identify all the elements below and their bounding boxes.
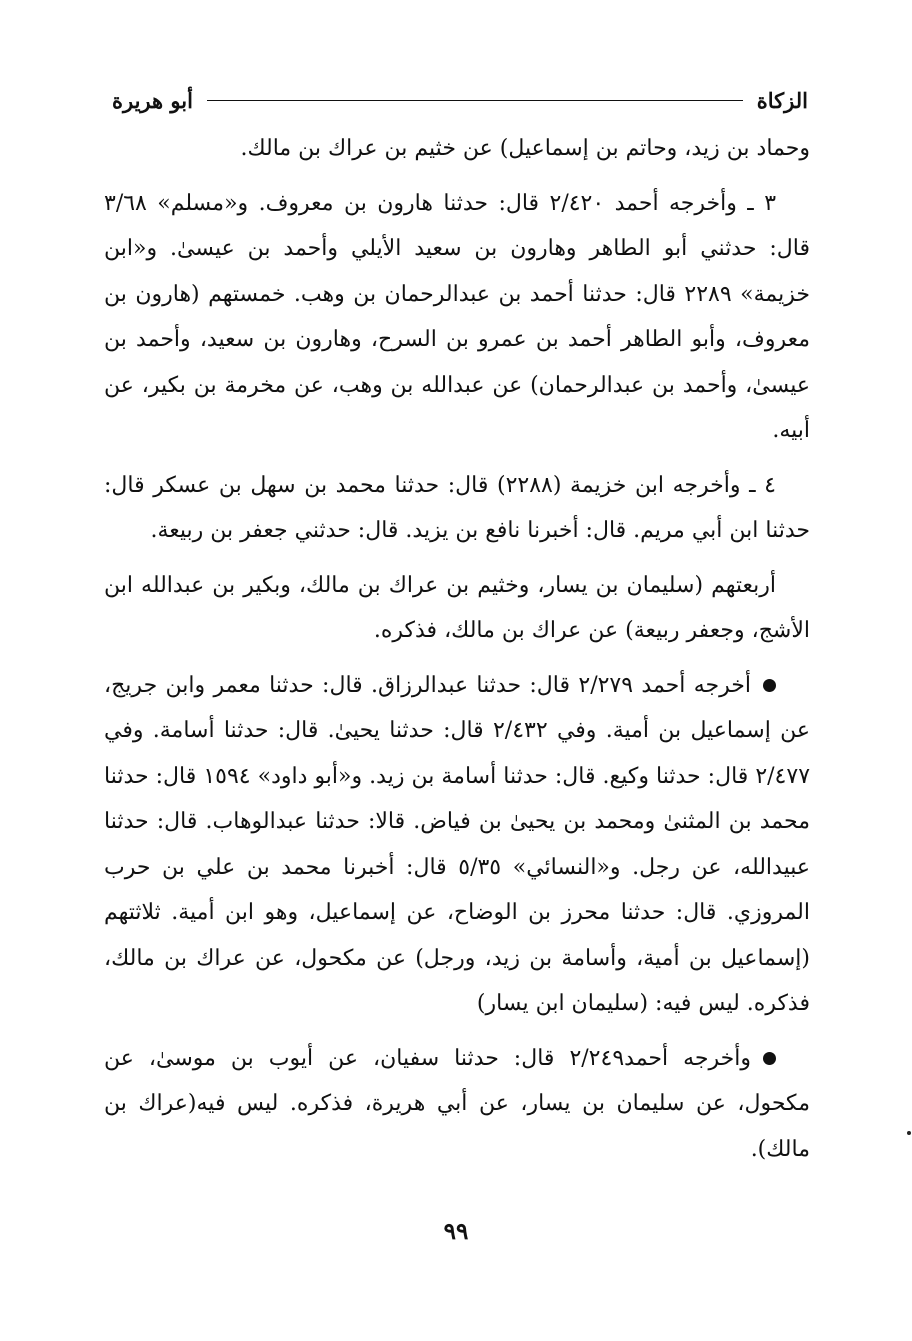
paragraph-bullet-2 [104,1036,810,1173]
chapter-title: الزكاة [756,87,808,113]
paragraph-bullet-1-text: أخرجه أحمد ٢/٢٧٩ قال: حدثنا عبدالرزاق. قال: حدثنا معمر وابن جريج، عن إسماعيل بن أمية. وفي ٢/٤٣٢ قال: حدثنا يحيىٰ. قال: حدثنا أسامة. وفي ٢/٤٧٧ قال: حدثنا وكيع. قال: حدثنا أسامة بن زيد. و«أبو داود» ١٥٩٤ قال: حدثنا محمد بن المثنىٰ ومحمد بن يحيىٰ بن فياض. قالا: حدثنا عبدالوهاب. قال: حدثنا عبيدالله، عن رجل. و«النسائي» ٥/٣٥ قال: أخبرنا محمد بن علي بن حرب المروزي. قال: حدثنا محرز بن الوضاح، عن إسماعيل، وهو ابن أمية. ثلاثتهم (إسماعيل بن أمية، وأسامة بن زيد، ورجل) عن مكحول، عن عراك بن مالك، فذكره. ليس فيه: (سليمان ابن يسار) [104,672,811,1016]
paragraph-bullet-1 [104,663,810,1027]
page-number: ٩٩ [443,1218,469,1245]
paragraph-continuation: وحماد بن زيد، وحاتم بن إسماعيل) عن خثيم بن عراك بن مالك. [240,136,810,161]
paragraph-item-3: ٣ ـ وأخرجه أحمد ٢/٤٢٠ قال: حدثنا هارون بن معروف. و«مسلم» ٣/٦٨ قال: حدثني أبو الطاهر وهارون بن سعيد الأيلي وأحمد بن عيسىٰ. و«ابن خزيمة» ٢٢٨٩ قال: حدثنا أحمد بن عبدالرحمان بن وهب. خمستهم (هارون بن معروف، وأبو الطاهر أحمد بن عمرو بن السرح، وهارون بن سعيد، وأحمد بن عيسىٰ، وأحمد بن عبدالرحمان) عن عبدالله بن وهب، عن مخرمة بن بكير، عن أبيه. [104,190,810,443]
header-rule [207,100,743,101]
main-text [104,126,810,1181]
section-title: أبو هريرة [112,87,193,113]
paragraph-summary: أربعتهم (سليمان بن يسار، وخثيم بن عراك بن مالك، وبكير بن عبدالله ابن الأشج، وجعفر ربيعة) عن عراك بن مالك، فذكره. [104,572,810,643]
bullet-icon [763,679,776,692]
margin-mark [907,1131,911,1135]
bullet-icon [763,1052,776,1065]
paragraph-bullet-2-text: وأخرجه أحمد٢/٢٤٩ قال: حدثنا سفيان، عن أيوب بن موسىٰ، عن مكحول، عن سليمان بن يسار، عن أبي هريرة، فذكره. ليس فيه(عراك بن مالك). [104,1045,810,1162]
paragraph-item-4: ٤ ـ وأخرجه ابن خزيمة (٢٢٨٨) قال: حدثنا محمد بن سهل بن عسكر قال: حدثنا ابن أبي مريم. قال: أخبرنا نافع بن يزيد. قال: حدثني جعفر بن ربيعة. [104,472,810,543]
running-header [112,84,808,116]
